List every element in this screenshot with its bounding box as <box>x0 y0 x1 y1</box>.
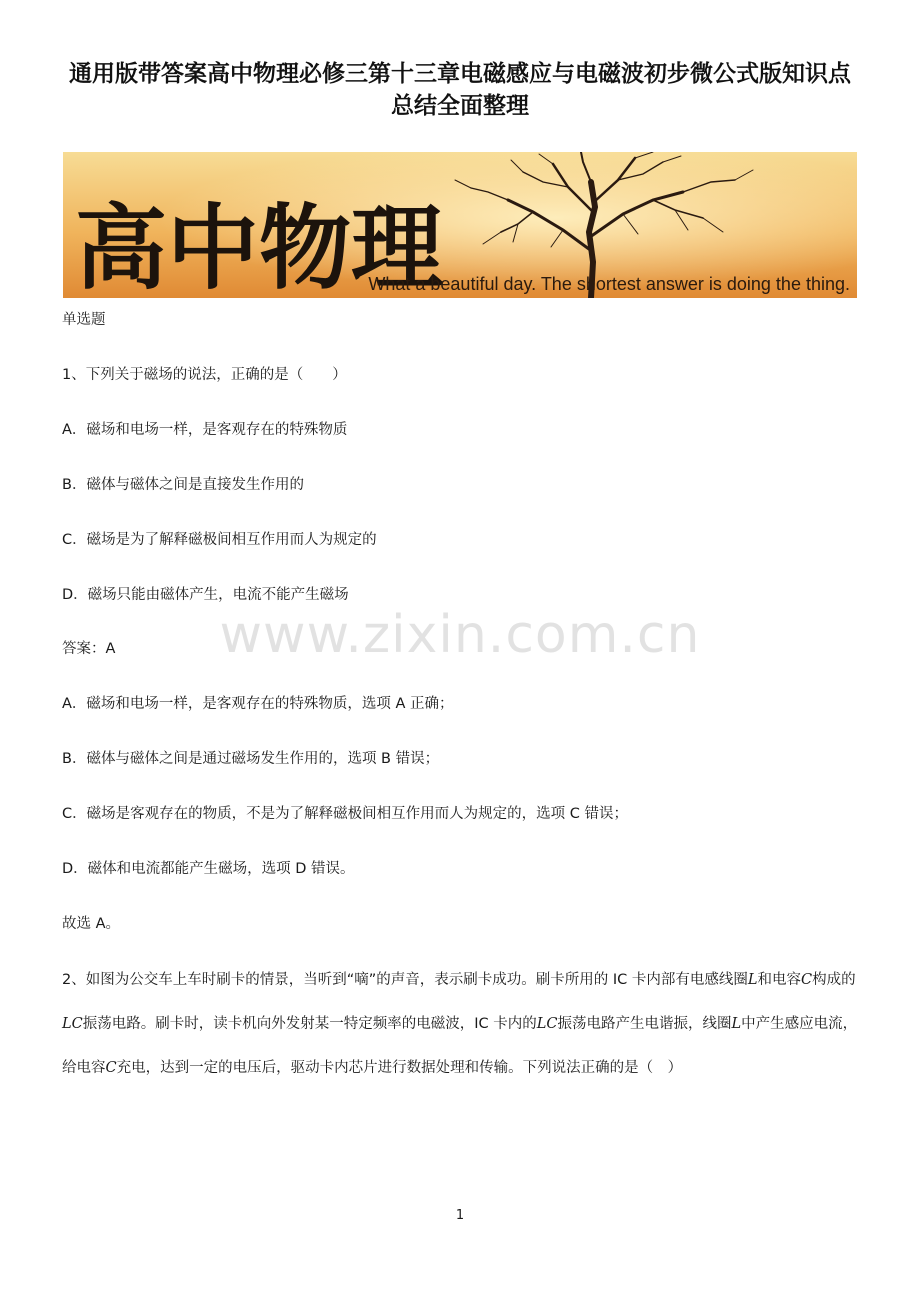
q1-analysis-a: A．磁场和电场一样，是客观存在的特殊物质，选项 A 正确； <box>62 696 454 712</box>
q1-option-b: B．磁体与磁体之间是直接发生作用的 <box>62 477 304 493</box>
q2-text: 充电，达到一定的电压后，驱动卡内芯片进行数据处理和传输。下列说法正确的是（ ） <box>116 1060 683 1076</box>
q2-var-c: C <box>105 1060 117 1076</box>
banner-image <box>63 152 857 298</box>
q2-var-c: C <box>801 972 813 988</box>
q2-text: 2、如图为公交车上车时刷卡的情景，当听到“嘀”的声音，表示刷卡成功。刷卡所用的 IC 卡内部有电感线圈 <box>62 972 748 988</box>
banner-slogan: What a beautiful day. The shortest answer is doing the thing. <box>368 274 850 294</box>
q1-analysis-d: D．磁体和电流都能产生磁场，选项 D 错误。 <box>62 861 355 877</box>
q1-option-d: D．磁场只能由磁体产生，电流不能产生磁场 <box>62 587 349 603</box>
q2-stem <box>62 958 858 1090</box>
q2-text: 振荡电路产生电谐振，线圈 <box>557 1016 732 1032</box>
banner-graphic <box>63 152 857 298</box>
q1-answer: 答案：A <box>62 641 116 657</box>
q1-option-c: C．磁场是为了解释磁极间相互作用而人为规定的 <box>62 532 377 548</box>
q2-var-lc: LC <box>536 1016 558 1032</box>
watermark-text: www.zixin.com.cn <box>219 605 701 665</box>
q2-text: 和电容 <box>757 972 802 988</box>
document-title <box>40 58 880 122</box>
title-line-1: 通用版带答案高中物理必修三第十三章电磁感应与电磁波初步微公式版知识点 <box>69 61 851 87</box>
q2-var-l: L <box>731 1016 742 1032</box>
q2-text: 中产生感应电流，给电容 <box>62 1016 858 1076</box>
q2-text: 振荡电路。刷卡时，读卡机向外发射某一特定频率的电磁波，IC 卡内的 <box>82 1016 537 1032</box>
q1-option-a: A．磁场和电场一样，是客观存在的特殊物质 <box>62 422 348 438</box>
section-heading: 单选题 <box>62 312 106 328</box>
q2-var-l: L <box>747 972 758 988</box>
q1-analysis-b: B．磁体与磁体之间是通过磁场发生作用的，选项 B 错误； <box>62 751 440 767</box>
q2-text: 构成的 <box>812 972 856 988</box>
q1-conclusion: 故选 A。 <box>62 916 121 932</box>
q1-stem: 1、下列关于磁场的说法，正确的是（ ） <box>62 367 347 383</box>
banner-big-text: 高中物理 <box>75 194 444 298</box>
page-number: 1 <box>455 1208 465 1223</box>
title-line-2: 总结全面整理 <box>391 93 529 119</box>
q1-analysis-c: C．磁场是客观存在的物质，不是为了解释磁极间相互作用而人为规定的，选项 C 错误； <box>62 806 628 822</box>
q2-var-lc: LC <box>62 1016 83 1032</box>
